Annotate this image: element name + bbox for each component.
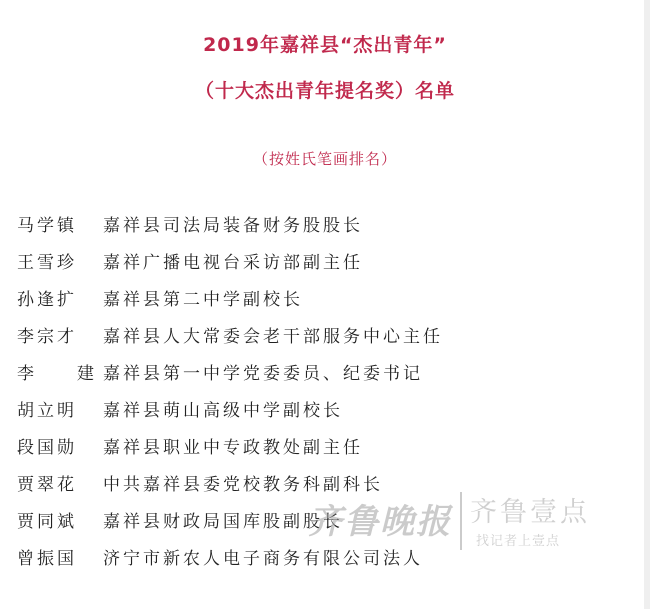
watermark-calligraphy: 齐鲁晚报 — [308, 502, 452, 542]
list-item — [17, 249, 617, 286]
list-item — [17, 545, 617, 582]
nominee-position: 嘉祥广播电视台采访部副主任 — [103, 253, 363, 273]
nominee-position: 嘉祥县司法局装备财务股股长 — [103, 216, 363, 236]
nominee-position: 嘉祥县萌山高级中学副校长 — [103, 401, 343, 421]
list-item — [17, 323, 617, 360]
nominee-name: 曾振国 — [17, 549, 77, 569]
nominee-name: 胡立明 — [17, 401, 77, 421]
list-item — [17, 212, 617, 249]
nominee-name: 贾同斌 — [17, 512, 77, 532]
nominee-position: 嘉祥县职业中专政教处副主任 — [103, 438, 363, 458]
nominee-position: 嘉祥县第二中学副校长 — [103, 290, 303, 310]
nominee-position: 嘉祥县第一中学党委委员、纪委书记 — [103, 364, 423, 384]
sort-note: （按姓氏笔画排名） — [252, 150, 397, 168]
list-item — [17, 508, 617, 545]
nominee-position: 嘉祥县人大常委会老干部服务中心主任 — [103, 327, 443, 347]
list-item — [17, 360, 617, 397]
nominee-name: 李宗才 — [17, 327, 77, 347]
nominee-name: 段国勋 — [17, 438, 77, 458]
list-item — [17, 286, 617, 323]
watermark-tagline: 找记者上壹点 — [476, 534, 561, 549]
list-item — [17, 434, 617, 471]
nominee-position: 中共嘉祥县委党校教务科副科长 — [103, 475, 383, 495]
nominee-list — [17, 212, 617, 582]
nominee-name: 李 建 — [17, 364, 97, 384]
nominee-position: 嘉祥县财政局国库股副股长 — [103, 512, 343, 532]
nominee-name: 贾翠花 — [17, 475, 77, 495]
nominee-position: 济宁市新农人电子商务有限公司法人 — [103, 549, 423, 569]
list-item — [17, 471, 617, 508]
list-item — [17, 397, 617, 434]
nominee-name: 王雪珍 — [17, 253, 77, 273]
watermark-brand: 齐鲁壹点 — [470, 497, 590, 528]
nominee-name: 孙逢扩 — [17, 290, 77, 310]
page-title-secondary: （十大杰出青年提名奖）名单 — [194, 80, 455, 102]
page-title: 2019年嘉祥县“杰出青年” — [203, 34, 447, 56]
nominee-name: 马学镇 — [17, 216, 77, 236]
